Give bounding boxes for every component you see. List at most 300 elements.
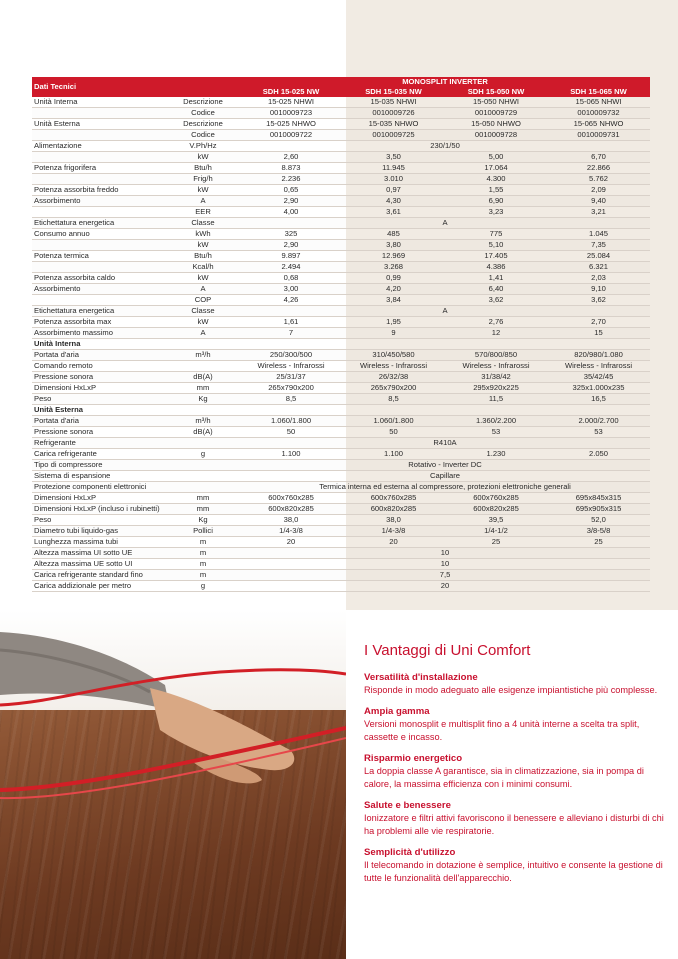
- row-value: 8.873: [240, 163, 342, 174]
- row-value: 38,0: [342, 515, 445, 526]
- row-value: 15-050 NHWO: [445, 119, 547, 130]
- row-value: 2,70: [547, 317, 650, 328]
- table-row: [32, 251, 650, 262]
- sleeve-shape: [0, 632, 170, 710]
- row-value: 25/31/37: [240, 372, 342, 383]
- row-value: 15-025 NHWI: [240, 97, 342, 108]
- row-value: 600x820x285: [240, 504, 342, 515]
- row-value: 3/8-5/8: [547, 526, 650, 537]
- row-value: 820/980/1.080: [547, 350, 650, 361]
- table-row: [32, 372, 650, 383]
- table-row: [32, 273, 650, 284]
- row-unit: COP: [166, 295, 240, 306]
- row-unit: Classe: [166, 218, 240, 229]
- row-unit: g: [166, 449, 240, 460]
- row-unit: Pollici: [166, 526, 240, 537]
- row-label: Assorbimento: [32, 196, 166, 207]
- table-row: [32, 427, 650, 438]
- row-unit: Descrizione: [166, 97, 240, 108]
- row-value: 1/4-1/2: [445, 526, 547, 537]
- row-value: 11.945: [342, 163, 445, 174]
- row-value: 25: [547, 537, 650, 548]
- table-row: [32, 581, 650, 592]
- row-unit: kWh: [166, 229, 240, 240]
- row-value: 600x820x285: [342, 504, 445, 515]
- row-unit: kW: [166, 152, 240, 163]
- row-unit: m³/h: [166, 350, 240, 361]
- table-row: [32, 108, 650, 119]
- row-value: 0010009725: [342, 130, 445, 141]
- row-value: 1,41: [445, 273, 547, 284]
- hand-shape: [150, 688, 294, 770]
- row-value: 20: [342, 537, 445, 548]
- row-unit: A: [166, 284, 240, 295]
- row-label: Dimensioni HxLxP: [32, 383, 166, 394]
- row-value: 2.000/2.700: [547, 416, 650, 427]
- row-label: Lunghezza massima tubi: [32, 537, 166, 548]
- row-value: 3.268: [342, 262, 445, 273]
- advantages-list: [364, 672, 664, 894]
- table-row: [32, 185, 650, 196]
- row-value: 6,70: [547, 152, 650, 163]
- row-label: Carica refrigerante standard fino: [32, 570, 166, 581]
- row-unit: Kcal/h: [166, 262, 240, 273]
- row-unit: [166, 460, 240, 471]
- row-label: Potenza termica: [32, 251, 166, 262]
- row-unit: Descrizione: [166, 119, 240, 130]
- row-unit: dB(A): [166, 372, 240, 383]
- advantage-item: [364, 672, 664, 697]
- table-row: [32, 141, 650, 152]
- row-value: 695x905x315: [547, 504, 650, 515]
- row-value-span: A: [240, 306, 650, 317]
- row-value-span: Capillare: [240, 471, 650, 482]
- row-label: Pressione sonora: [32, 372, 166, 383]
- row-value: 4.300: [445, 174, 547, 185]
- advantage-text: Risponde in modo adeguato alle esigenze impiantistiche più complesse.: [364, 685, 658, 695]
- row-value: 3,62: [547, 295, 650, 306]
- row-label: Alimentazione: [32, 141, 166, 152]
- row-value: 1,55: [445, 185, 547, 196]
- table-row: [32, 152, 650, 163]
- row-value: 2.050: [547, 449, 650, 460]
- model-header: SDH 15-065 NW: [547, 87, 650, 97]
- row-value: 1/4-3/8: [342, 526, 445, 537]
- row-value: 1.230: [445, 449, 547, 460]
- row-value: 22.866: [547, 163, 650, 174]
- row-value: 0,99: [342, 273, 445, 284]
- row-unit: Btu/h: [166, 251, 240, 262]
- table-row: [32, 394, 650, 405]
- row-value: 31/38/42: [445, 372, 547, 383]
- row-value-span: Termica interna ed esterna al compressore, protezioni elettroniche generali: [240, 482, 650, 493]
- row-value: 5,10: [445, 240, 547, 251]
- row-value: 25: [445, 537, 547, 548]
- row-unit: mm: [166, 504, 240, 515]
- row-unit: kW: [166, 185, 240, 196]
- row-value-span: R410A: [240, 438, 650, 449]
- row-unit: [166, 482, 240, 493]
- row-label: Carica refrigerante: [32, 449, 166, 460]
- row-label: Potenza assorbita freddo: [32, 185, 166, 196]
- row-value: 600x820x285: [445, 504, 547, 515]
- section-row: [32, 405, 650, 416]
- advantage-item: [364, 847, 664, 885]
- row-value: 3,84: [342, 295, 445, 306]
- advantage-text: La doppia classe A garantisce, sia in climatizzazione, sia in pompa di calore, la massima efficienza con i minimi consumi.: [364, 766, 644, 789]
- table-row: [32, 317, 650, 328]
- row-value: 1,95: [342, 317, 445, 328]
- row-unit: EER: [166, 207, 240, 218]
- specs-body: [32, 97, 650, 592]
- advantage-text: Il telecomando in dotazione è semplice, intuitivo e consente la gestione di tutte le funzionalità dell'apparecchio.: [364, 860, 663, 883]
- row-value: 20: [240, 537, 342, 548]
- row-unit: mm: [166, 493, 240, 504]
- row-value: 39,5: [445, 515, 547, 526]
- table-row: [32, 240, 650, 251]
- row-label: Potenza assorbita caldo: [32, 273, 166, 284]
- row-unit: Kg: [166, 394, 240, 405]
- row-value-span: 7,5: [240, 570, 650, 581]
- table-row: [32, 449, 650, 460]
- row-unit: m: [166, 559, 240, 570]
- model-header: SDH 15-050 NW: [445, 87, 547, 97]
- advantage-heading: Salute e benessere: [364, 800, 451, 811]
- row-label: Peso: [32, 515, 166, 526]
- table-row: [32, 328, 650, 339]
- row-value: 15-035 NHWI: [342, 97, 445, 108]
- row-value: 3,61: [342, 207, 445, 218]
- row-unit: Btu/h: [166, 163, 240, 174]
- row-unit: [166, 361, 240, 372]
- section-row: [32, 339, 650, 350]
- row-unit: kW: [166, 273, 240, 284]
- row-unit: m: [166, 537, 240, 548]
- row-value: 0,68: [240, 273, 342, 284]
- table-row: [32, 548, 650, 559]
- row-value: 600x760x285: [240, 493, 342, 504]
- row-value: 2.494: [240, 262, 342, 273]
- row-unit: Codice: [166, 130, 240, 141]
- row-label: Altezza massima UE sotto UI: [32, 559, 166, 570]
- row-value: 4,30: [342, 196, 445, 207]
- row-label: Potenza assorbita max: [32, 317, 166, 328]
- row-unit: Kg: [166, 515, 240, 526]
- row-value: 695x845x315: [547, 493, 650, 504]
- table-row: [32, 284, 650, 295]
- table-row: [32, 119, 650, 130]
- row-value-span: 230/1/50: [240, 141, 650, 152]
- row-unit: A: [166, 328, 240, 339]
- row-label: Etichettatura energetica: [32, 306, 166, 317]
- row-value: 38,0: [240, 515, 342, 526]
- row-label: Pressione sonora: [32, 427, 166, 438]
- row-label: [32, 262, 166, 273]
- hand-and-cable-illustration: [0, 610, 346, 959]
- row-value: 9.897: [240, 251, 342, 262]
- row-label: Comando remoto: [32, 361, 166, 372]
- row-value: 2,76: [445, 317, 547, 328]
- row-unit: g: [166, 581, 240, 592]
- row-value: 325: [240, 229, 342, 240]
- row-value: 485: [342, 229, 445, 240]
- row-value: 11,5: [445, 394, 547, 405]
- row-value-span: Rotativo - Inverter DC: [240, 460, 650, 471]
- row-label: Protezione componenti elettronici: [32, 482, 166, 493]
- row-value: 7,35: [547, 240, 650, 251]
- red-cable-highlight: [0, 738, 346, 798]
- table-row: [32, 515, 650, 526]
- row-value: 15-050 NHWI: [445, 97, 547, 108]
- advantage-item: [364, 753, 664, 791]
- table-row: [32, 229, 650, 240]
- row-label: Carica addizionale per metro: [32, 581, 166, 592]
- row-value: 15-035 NHWO: [342, 119, 445, 130]
- row-value: 295x920x225: [445, 383, 547, 394]
- row-value: 7: [240, 328, 342, 339]
- advantage-item: [364, 800, 664, 838]
- table-row: [32, 537, 650, 548]
- row-value: Wireless - Infrarossi: [342, 361, 445, 372]
- row-value: 325x1.000x235: [547, 383, 650, 394]
- row-value: 16,5: [547, 394, 650, 405]
- model-header: SDH 15-025 NW: [240, 87, 342, 97]
- row-label: Altezza massima UI sotto UE: [32, 548, 166, 559]
- row-unit: Classe: [166, 306, 240, 317]
- row-value: 4,26: [240, 295, 342, 306]
- row-value: 1,61: [240, 317, 342, 328]
- row-label: [32, 207, 166, 218]
- table-header-label: Dati Tecnici: [32, 77, 166, 97]
- row-value: 570/800/850: [445, 350, 547, 361]
- row-value: 26/32/38: [342, 372, 445, 383]
- row-value: 17.405: [445, 251, 547, 262]
- row-value: 2,03: [547, 273, 650, 284]
- row-label: [32, 152, 166, 163]
- specs-table: [32, 77, 650, 592]
- row-value: 3,62: [445, 295, 547, 306]
- table-row: [32, 295, 650, 306]
- row-label: Assorbimento: [32, 284, 166, 295]
- row-value: 3,80: [342, 240, 445, 251]
- row-value: 0010009731: [547, 130, 650, 141]
- row-label: Etichettatura energetica: [32, 218, 166, 229]
- table-row: [32, 482, 650, 493]
- table-row: [32, 570, 650, 581]
- row-value: 9,40: [547, 196, 650, 207]
- row-label: Consumo annuo: [32, 229, 166, 240]
- row-value: 50: [240, 427, 342, 438]
- row-label: [32, 174, 166, 185]
- row-unit: m: [166, 570, 240, 581]
- row-unit: m: [166, 548, 240, 559]
- row-value: Wireless - Infrarossi: [547, 361, 650, 372]
- group-title: MONOSPLIT INVERTER: [240, 77, 650, 87]
- table-row: [32, 460, 650, 471]
- row-unit: [166, 438, 240, 449]
- row-value: 2,60: [240, 152, 342, 163]
- row-value: 0010009723: [240, 108, 342, 119]
- row-value: 8,5: [240, 394, 342, 405]
- row-value: 250/300/500: [240, 350, 342, 361]
- table-row: [32, 174, 650, 185]
- row-value: 17.064: [445, 163, 547, 174]
- row-value: 53: [547, 427, 650, 438]
- row-label: Peso: [32, 394, 166, 405]
- row-value: 0,65: [240, 185, 342, 196]
- table-row: [32, 163, 650, 174]
- row-value: 0010009726: [342, 108, 445, 119]
- row-value: 2.236: [240, 174, 342, 185]
- row-value: 600x760x285: [445, 493, 547, 504]
- row-label: [32, 130, 166, 141]
- row-value-span: A: [240, 218, 650, 229]
- advantage-heading: Versatilità d'installazione: [364, 672, 478, 683]
- row-value: 2,90: [240, 196, 342, 207]
- row-value: 6,40: [445, 284, 547, 295]
- table-row: [32, 207, 650, 218]
- table-row: [32, 493, 650, 504]
- row-value: 775: [445, 229, 547, 240]
- row-label: Sistema di espansione: [32, 471, 166, 482]
- row-value: 0010009732: [547, 108, 650, 119]
- advantage-text: Versioni monosplit e multisplit fino a 4 unità interne a scelta tra split, cassette e incasso.: [364, 719, 640, 742]
- row-label: Unità Esterna: [32, 119, 166, 130]
- row-label: Dimensioni HxLxP: [32, 493, 166, 504]
- row-value: 35/42/45: [547, 372, 650, 383]
- advantage-item: [364, 706, 664, 744]
- table-row: [32, 383, 650, 394]
- row-value-span: 20: [240, 581, 650, 592]
- row-value: 0010009722: [240, 130, 342, 141]
- row-value: 4.386: [445, 262, 547, 273]
- row-label: Potenza frigorifera: [32, 163, 166, 174]
- row-value: 4,00: [240, 207, 342, 218]
- photo-area: [0, 610, 346, 959]
- model-header: SDH 15-035 NW: [342, 87, 445, 97]
- advantage-heading: Semplicità d'utilizzo: [364, 847, 456, 858]
- row-unit: [166, 471, 240, 482]
- row-label: Portata d'aria: [32, 416, 166, 427]
- row-value: 0010009729: [445, 108, 547, 119]
- row-value: 12: [445, 328, 547, 339]
- row-unit: dB(A): [166, 427, 240, 438]
- row-label: Unità Interna: [32, 97, 166, 108]
- row-value: 52,0: [547, 515, 650, 526]
- table-row: [32, 196, 650, 207]
- row-value: 15-065 NHWO: [547, 119, 650, 130]
- row-label: Portata d'aria: [32, 350, 166, 361]
- row-value: 53: [445, 427, 547, 438]
- row-value: 3,21: [547, 207, 650, 218]
- row-value: 600x760x285: [342, 493, 445, 504]
- row-value: 1.360/2.200: [445, 416, 547, 427]
- row-value: 1.100: [240, 449, 342, 460]
- row-unit: m³/h: [166, 416, 240, 427]
- row-value: 2,90: [240, 240, 342, 251]
- row-value: 3,50: [342, 152, 445, 163]
- row-value: 1/4-3/8: [240, 526, 342, 537]
- row-value: 3,23: [445, 207, 547, 218]
- row-value: 15-025 NHWO: [240, 119, 342, 130]
- row-value: 265x790x200: [342, 383, 445, 394]
- table-row: [32, 471, 650, 482]
- row-value: 310/450/580: [342, 350, 445, 361]
- row-label: Tipo di compressore: [32, 460, 166, 471]
- advantage-text: Ionizzatore e filtri attivi favoriscono il benessere e alleviano i disturbi di chi ha problemi alle vie respiratorie.: [364, 813, 664, 836]
- row-value: 12.969: [342, 251, 445, 262]
- row-label: Dimensioni HxLxP (incluso i rubinetti): [32, 504, 166, 515]
- row-unit: V.Ph/Hz: [166, 141, 240, 152]
- row-unit: mm: [166, 383, 240, 394]
- table-row: [32, 97, 650, 108]
- row-value-span: 10: [240, 559, 650, 570]
- table-row: [32, 361, 650, 372]
- row-unit: kW: [166, 317, 240, 328]
- table-row: [32, 218, 650, 229]
- advantages-title: I Vantaggi di Uni Comfort: [364, 642, 531, 659]
- row-value: 3,00: [240, 284, 342, 295]
- row-value: 0010009728: [445, 130, 547, 141]
- row-unit: Frig/h: [166, 174, 240, 185]
- row-value: 5,00: [445, 152, 547, 163]
- table-row: [32, 526, 650, 537]
- section-title: Unità Esterna: [32, 405, 650, 416]
- row-value: 5.762: [547, 174, 650, 185]
- row-value: 265x790x200: [240, 383, 342, 394]
- row-value-span: 10: [240, 548, 650, 559]
- row-value: 1.100: [342, 449, 445, 460]
- advantage-heading: Risparmio energetico: [364, 753, 463, 764]
- row-value: 1.060/1.800: [240, 416, 342, 427]
- table-row: [32, 130, 650, 141]
- row-value: 15-065 NHWI: [547, 97, 650, 108]
- table-row: [32, 438, 650, 449]
- row-value: 6.321: [547, 262, 650, 273]
- table-row: [32, 559, 650, 570]
- row-value: 15: [547, 328, 650, 339]
- row-value: 0,97: [342, 185, 445, 196]
- row-label: Assorbimento massimo: [32, 328, 166, 339]
- row-value: 2,09: [547, 185, 650, 196]
- row-value: 4,20: [342, 284, 445, 295]
- row-label: [32, 108, 166, 119]
- row-unit: kW: [166, 240, 240, 251]
- row-value: 6,90: [445, 196, 547, 207]
- row-label: Refrigerante: [32, 438, 166, 449]
- row-unit: Codice: [166, 108, 240, 119]
- row-label: [32, 295, 166, 306]
- table-row: [32, 416, 650, 427]
- row-value: Wireless - Infrarossi: [240, 361, 342, 372]
- table-row: [32, 262, 650, 273]
- row-value: 1.045: [547, 229, 650, 240]
- row-value: 9: [342, 328, 445, 339]
- row-unit: A: [166, 196, 240, 207]
- row-value: 8,5: [342, 394, 445, 405]
- advantage-heading: Ampia gamma: [364, 706, 430, 717]
- section-title: Unità Interna: [32, 339, 650, 350]
- table-row: [32, 504, 650, 515]
- row-value: Wireless - Infrarossi: [445, 361, 547, 372]
- row-value: 3.010: [342, 174, 445, 185]
- row-label: Diametro tubi liquido-gas: [32, 526, 166, 537]
- table-row: [32, 306, 650, 317]
- row-value: 50: [342, 427, 445, 438]
- row-value: 25.084: [547, 251, 650, 262]
- row-value: 1.060/1.800: [342, 416, 445, 427]
- table-row: [32, 350, 650, 361]
